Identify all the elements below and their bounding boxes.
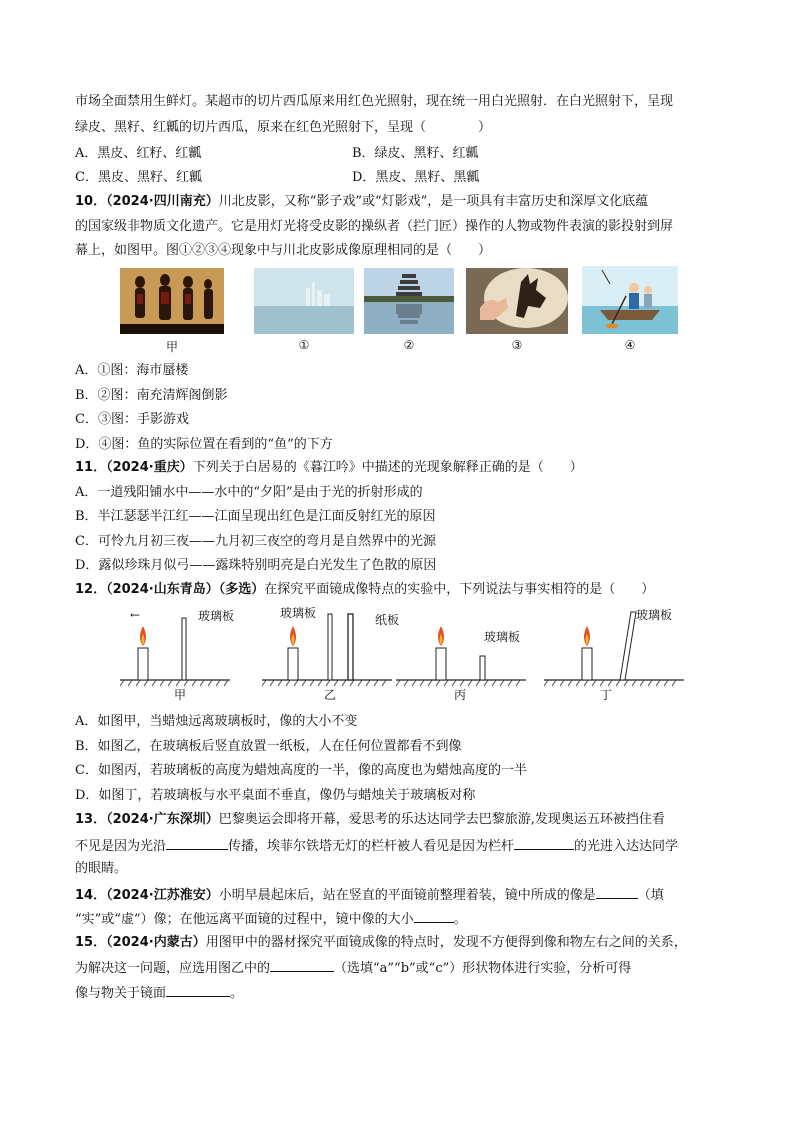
q15-line2 (75, 957, 631, 979)
fishing-boat-illustration (582, 266, 678, 334)
q12-label-glass-yi: 玻璃板 (280, 606, 317, 620)
q10-option-a: A．①图：海市蜃楼 (75, 363, 189, 378)
q13-text2b: 传播，埃菲尔铁塔无灯的栏杆被人看见是因为栏杆 (228, 839, 515, 854)
q10-option-c: C．③图：手影游戏 (75, 412, 189, 427)
q12-line1 (75, 580, 654, 600)
q13-text1: 巴黎奥运会即将开幕，爱思考的乐达达同学去巴黎旅游,发现奥运五环被挡住看 (218, 812, 665, 827)
q13-blank-2[interactable] (514, 835, 574, 850)
shadow-puppet-photo (120, 268, 224, 334)
q13-text2a: 不见是因为光沿 (75, 839, 167, 854)
q10-line1 (75, 192, 648, 212)
q13-number: 13．（2024·广东深圳） (75, 812, 219, 827)
q10-option-d: D．④图：鱼的实际位置在看到的“鱼”的下方 (75, 437, 333, 452)
q13-blank-1[interactable] (166, 835, 228, 850)
q15-text2b: （选填“a”“b”或“c”）形状物体进行实验，分析可得 (334, 961, 632, 976)
q14-text2a: “实”或“虚”）像；在他远离平面镜的过程中，镜中像的大小 (75, 912, 414, 927)
q12-caption-bing: 丙 (453, 688, 466, 702)
q12-number: 12．（2024·山东青岛）（多选） (75, 582, 265, 597)
q12-option-a: A．如图甲，当蜡烛远离玻璃板时，像的大小不变 (75, 714, 358, 729)
q12-option-b: B．如图乙，在玻璃板后竖直放置一纸板，人在任何位置都看不到像 (75, 739, 462, 754)
q14-blank-2[interactable] (414, 908, 454, 923)
q15-text2a: 为解决这一问题，应选用图乙中的 (75, 961, 271, 976)
q10-text1: 川北皮影，又称“影子戏”或“灯影戏”，是一项具有丰富历史和深厚文化底蕴 (218, 194, 649, 209)
q10-caption-jia: 甲 (165, 340, 178, 354)
q12-caption-ding: 丁 (599, 688, 612, 702)
q15-blank-1[interactable] (270, 957, 334, 972)
q13-text2c: 的光进入达达同学 (574, 839, 679, 854)
q14-line1 (75, 884, 664, 906)
q9-line1: 市场全面禁用生鲜灯。某超市的切片西瓜原来用红色光照射，现在统一用白光照射．在白光照射下，呈现 (75, 94, 674, 109)
q14-text2b: 。 (453, 912, 467, 927)
q12-label-glass-ding: 玻璃板 (636, 608, 673, 622)
q10-caption-2: ② (403, 338, 415, 352)
q15-text1: 用图甲中的器材探究平面镜成像的特点时，发现不方便得到像和物左右之间的关系， (205, 935, 687, 950)
q13-line3: 的眼睛。 (75, 861, 128, 876)
q9-option-c: C．黑皮、黑籽、红瓤 (75, 170, 202, 185)
q12-arrow-left: ← (130, 608, 141, 622)
q12-label-glass-bing: 玻璃板 (484, 630, 521, 644)
q12-option-c: C．如图丙，若玻璃板的高度为蜡烛高度的一半，像的高度也为蜡烛高度的一半 (75, 763, 527, 778)
q10-caption-1: ① (298, 338, 310, 352)
pavilion-reflection-photo (364, 268, 454, 334)
q9-option-b: B．绿皮、黑籽、红瓤 (352, 146, 479, 161)
q12-option-d: D．如图丁，若玻璃板与水平桌面不垂直，像仍与蜡烛关于玻璃板对称 (75, 788, 476, 803)
q12-label-paper: 纸板 (375, 613, 400, 627)
q10-number: 10．（2024·四川南充） (75, 194, 219, 209)
q11-option-c: C．可怜九月初三夜——九月初三夜空的弯月是自然界中的光源 (75, 534, 436, 549)
q14-text1b: （填 (637, 888, 664, 903)
q11-line1 (75, 458, 583, 478)
q13-line2 (75, 835, 678, 857)
q10-caption-4: ④ (624, 338, 636, 352)
q11-text1: 下列关于白居易的《暮江吟》中描述的光现象解释正确的是（ ） (192, 460, 583, 475)
q11-option-d: D．露似珍珠月似弓——露珠特别明亮是白光发生了色散的原因 (75, 558, 437, 573)
q15-number: 15．（2024·内蒙古） (75, 935, 206, 950)
q12-caption-jia: 甲 (173, 688, 186, 702)
q12-text1: 在探究平面镜成像特点的实验中，下列说法与事实相符的是（ ） (264, 582, 655, 597)
q15-text3b: 。 (230, 986, 244, 1001)
q9-option-a: A．黑皮、红籽、红瓤 (75, 146, 202, 161)
q12-caption-yi: 乙 (323, 688, 336, 702)
q10-option-b: B．②图：南充清辉阁倒影 (75, 388, 228, 403)
q13-line1 (75, 810, 665, 830)
q15-line3 (75, 982, 243, 1004)
q11-option-b: B．半江瑟瑟半江红——江面呈现出红色是江面反射红光的原因 (75, 509, 436, 524)
q10-line2: 的国家级非物质文化遗产。它是用灯光将受皮影的操纵者（拦门匠）操作的人物或物件表演的影投射到屏 (75, 219, 674, 234)
q11-number: 11．（2024·重庆） (75, 460, 193, 475)
q14-blank-1[interactable] (596, 884, 638, 899)
q15-blank-2[interactable] (166, 982, 230, 997)
q9-option-d: D．黑皮、黑籽、黑瓤 (352, 170, 480, 185)
q14-line2 (75, 908, 467, 930)
candle-figure-bing (396, 600, 526, 690)
q10-caption-3: ③ (511, 338, 523, 352)
q14-number: 14．（2024·江苏淮安） (75, 888, 219, 903)
q14-text1a: 小明早晨起床后，站在竖直的平面镜前整理着装，镜中所成的像是 (218, 888, 596, 903)
q10-line3: 幕上，如图甲。图①②③④现象中与川北皮影成像原理相同的是（ ） (75, 243, 492, 258)
hand-shadow-photo (466, 268, 568, 334)
q15-line1 (75, 933, 687, 953)
q12-label-glass-jia: 玻璃板 (198, 609, 235, 623)
q9-line2: 绿皮、黑籽、红瓤的切片西瓜，原来在红色光照射下，呈现（ ） (75, 120, 492, 135)
mirage-photo (254, 268, 354, 334)
q15-text3a: 像与物关于镜面 (75, 986, 167, 1001)
q11-option-a: A．一道残阳铺水中——水中的“夕阳”是由于光的折射形成的 (75, 485, 423, 500)
